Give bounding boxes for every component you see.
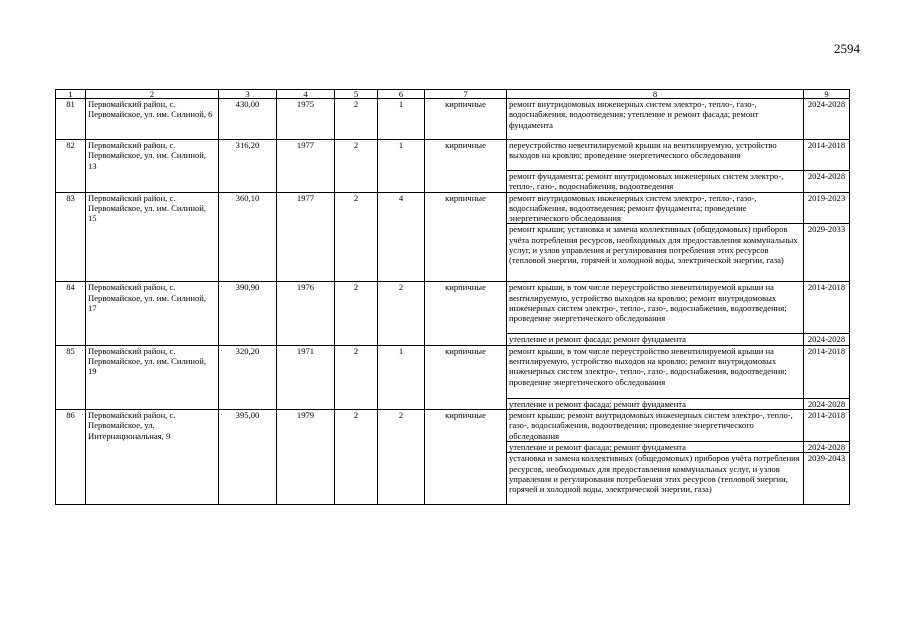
table-row xyxy=(56,345,850,398)
row-number-cell: 81 xyxy=(56,99,86,140)
row-number-cell: 83 xyxy=(56,192,86,282)
area-cell: 390,90 xyxy=(219,282,277,345)
year-cell: 1975 xyxy=(277,99,335,140)
entrances-cell: 2 xyxy=(378,410,425,505)
work-description-cell: установка и замена коллективных (общедомовых) приборов учёта потребления ресурсов, необходимых для предоставления коммунальных услуг, и узлов управления и регулирования потребления этих ресурсов (тепловой энергии, горячей и холодной воды, электрической энергии, газа) xyxy=(507,453,804,505)
entrances-cell: 1 xyxy=(378,140,425,193)
period-cell: 2024-2028 xyxy=(804,99,850,140)
table-row xyxy=(56,140,850,171)
row-number-cell: 86 xyxy=(56,410,86,505)
period-cell: 2014-2018 xyxy=(804,282,850,334)
header-cell: 7 xyxy=(425,90,507,99)
year-cell: 1977 xyxy=(277,140,335,193)
repair-schedule-table xyxy=(55,89,850,505)
header-cell: 4 xyxy=(277,90,335,99)
work-description-cell: ремонт крыши; установка и замена коллективных (общедомовых) приборов учёта потребления ресурсов, необходимых для предоставления коммунальных услуг, и узлов управления и регулирования потребления этих ресурсов (тепловой энергии, горячей и холодной воды, электрической энергии, газа) xyxy=(507,224,804,282)
wall-material-cell: кирпичные xyxy=(425,140,507,193)
wall-material-cell: кирпичные xyxy=(425,192,507,282)
address-cell: Первомайский район, с. Первомайское, ул. им. Силиной, 13 xyxy=(86,140,219,193)
entrances-cell: 4 xyxy=(378,192,425,282)
address-cell: Первомайский район, с. Первомайское, ул. Интернациональная, 9 xyxy=(86,410,219,505)
work-description-cell: ремонт внутридомовых инженерных систем электро-, тепло-, газо-, водоснабжения, водоотведения; ремонт фундамента; проведение энергетического обследования xyxy=(507,192,804,224)
entrances-cell: 1 xyxy=(378,345,425,409)
period-cell: 2024-2028 xyxy=(804,334,850,345)
wall-material-cell: кирпичные xyxy=(425,345,507,409)
entrances-cell: 1 xyxy=(378,99,425,140)
work-description-cell: переустройство невентилируемой крыши на вентилируемую, устройство выходов на кровлю; проведение энергетического обследования xyxy=(507,140,804,171)
work-description-cell: ремонт крыши; ремонт внутридомовых инженерных систем электро-, тепло-, газо-, водоснабжения, водоотведения; проведение энергетического обследования xyxy=(507,410,804,442)
page-number: 2594 xyxy=(834,41,860,56)
floors-cell: 2 xyxy=(335,410,378,505)
floors-cell: 2 xyxy=(335,282,378,345)
period-cell: 2024-2028 xyxy=(804,441,850,452)
table-row xyxy=(56,282,850,334)
work-description-cell: утепление и ремонт фасада; ремонт фундамента xyxy=(507,441,804,452)
work-description-cell: утепление и ремонт фасада; ремонт фундамента xyxy=(507,334,804,345)
area-cell: 395,00 xyxy=(219,410,277,505)
table-row xyxy=(56,192,850,224)
wall-material-cell: кирпичные xyxy=(425,410,507,505)
period-cell: 2029-2033 xyxy=(804,224,850,282)
header-cell: 2 xyxy=(86,90,219,99)
header-cell: 5 xyxy=(335,90,378,99)
work-description-cell: ремонт фундамента; ремонт внутридомовых инженерных систем электро-, тепло-, газо-, водоснабжения, водоотведения xyxy=(507,171,804,193)
header-cell: 3 xyxy=(219,90,277,99)
work-description-cell: ремонт крыши, в том числе переустройство невентилируемой крыши на вентилируемую, устройство выходов на кровлю; ремонт внутридомовых инженерных систем электро-, тепло-, газо-, водоснабжения, водоотведения; проведение энергетического обследования xyxy=(507,282,804,334)
table-row xyxy=(56,99,850,140)
row-number-cell: 85 xyxy=(56,345,86,409)
row-number-cell: 84 xyxy=(56,282,86,345)
header-row xyxy=(56,90,850,99)
period-cell: 2014-2018 xyxy=(804,140,850,171)
floors-cell: 2 xyxy=(335,345,378,409)
wall-material-cell: кирпичные xyxy=(425,282,507,345)
entrances-cell: 2 xyxy=(378,282,425,345)
header-cell: 9 xyxy=(804,90,850,99)
address-cell: Первомайский район, с. Первомайское, ул. им. Силиной, 17 xyxy=(86,282,219,345)
period-cell: 2024-2028 xyxy=(804,398,850,409)
wall-material-cell: кирпичные xyxy=(425,99,507,140)
period-cell: 2024-2028 xyxy=(804,171,850,193)
work-description-cell: ремонт крыши, в том числе переустройство невентилируемой крыши на вентилируемую, устройство выходов на кровлю; ремонт внутридомовых инженерных систем электро-, тепло-, газо-, водоснабжения, водоотведения; проведение энергетического обследования xyxy=(507,345,804,398)
area-cell: 320,20 xyxy=(219,345,277,409)
floors-cell: 2 xyxy=(335,192,378,282)
period-cell: 2039-2043 xyxy=(804,453,850,505)
work-description-cell: утепление и ремонт фасада; ремонт фундамента xyxy=(507,398,804,409)
year-cell: 1979 xyxy=(277,410,335,505)
period-cell: 2014-2018 xyxy=(804,410,850,442)
header-cell: 8 xyxy=(507,90,804,99)
address-cell: Первомайский район, с. Первомайское, ул. им. Силиной, 15 xyxy=(86,192,219,282)
header-cell: 6 xyxy=(378,90,425,99)
work-description-cell: ремонт внутридомовых инженерных систем электро-, тепло-, газо-, водоснабжения, водоотведения; утепление и ремонт фасада; ремонт фундамента xyxy=(507,99,804,140)
header-cell: 1 xyxy=(56,90,86,99)
area-cell: 360,10 xyxy=(219,192,277,282)
address-cell: Первомайский район, с. Первомайское, ул. им. Силиной, 6 xyxy=(86,99,219,140)
year-cell: 1976 xyxy=(277,282,335,345)
year-cell: 1971 xyxy=(277,345,335,409)
table-row xyxy=(56,410,850,442)
period-cell: 2014-2018 xyxy=(804,345,850,398)
area-cell: 316,20 xyxy=(219,140,277,193)
address-cell: Первомайский район, с. Первомайское, ул. им. Силиной, 19 xyxy=(86,345,219,409)
area-cell: 430,00 xyxy=(219,99,277,140)
floors-cell: 2 xyxy=(335,140,378,193)
floors-cell: 2 xyxy=(335,99,378,140)
year-cell: 1977 xyxy=(277,192,335,282)
period-cell: 2019-2023 xyxy=(804,192,850,224)
row-number-cell: 82 xyxy=(56,140,86,193)
